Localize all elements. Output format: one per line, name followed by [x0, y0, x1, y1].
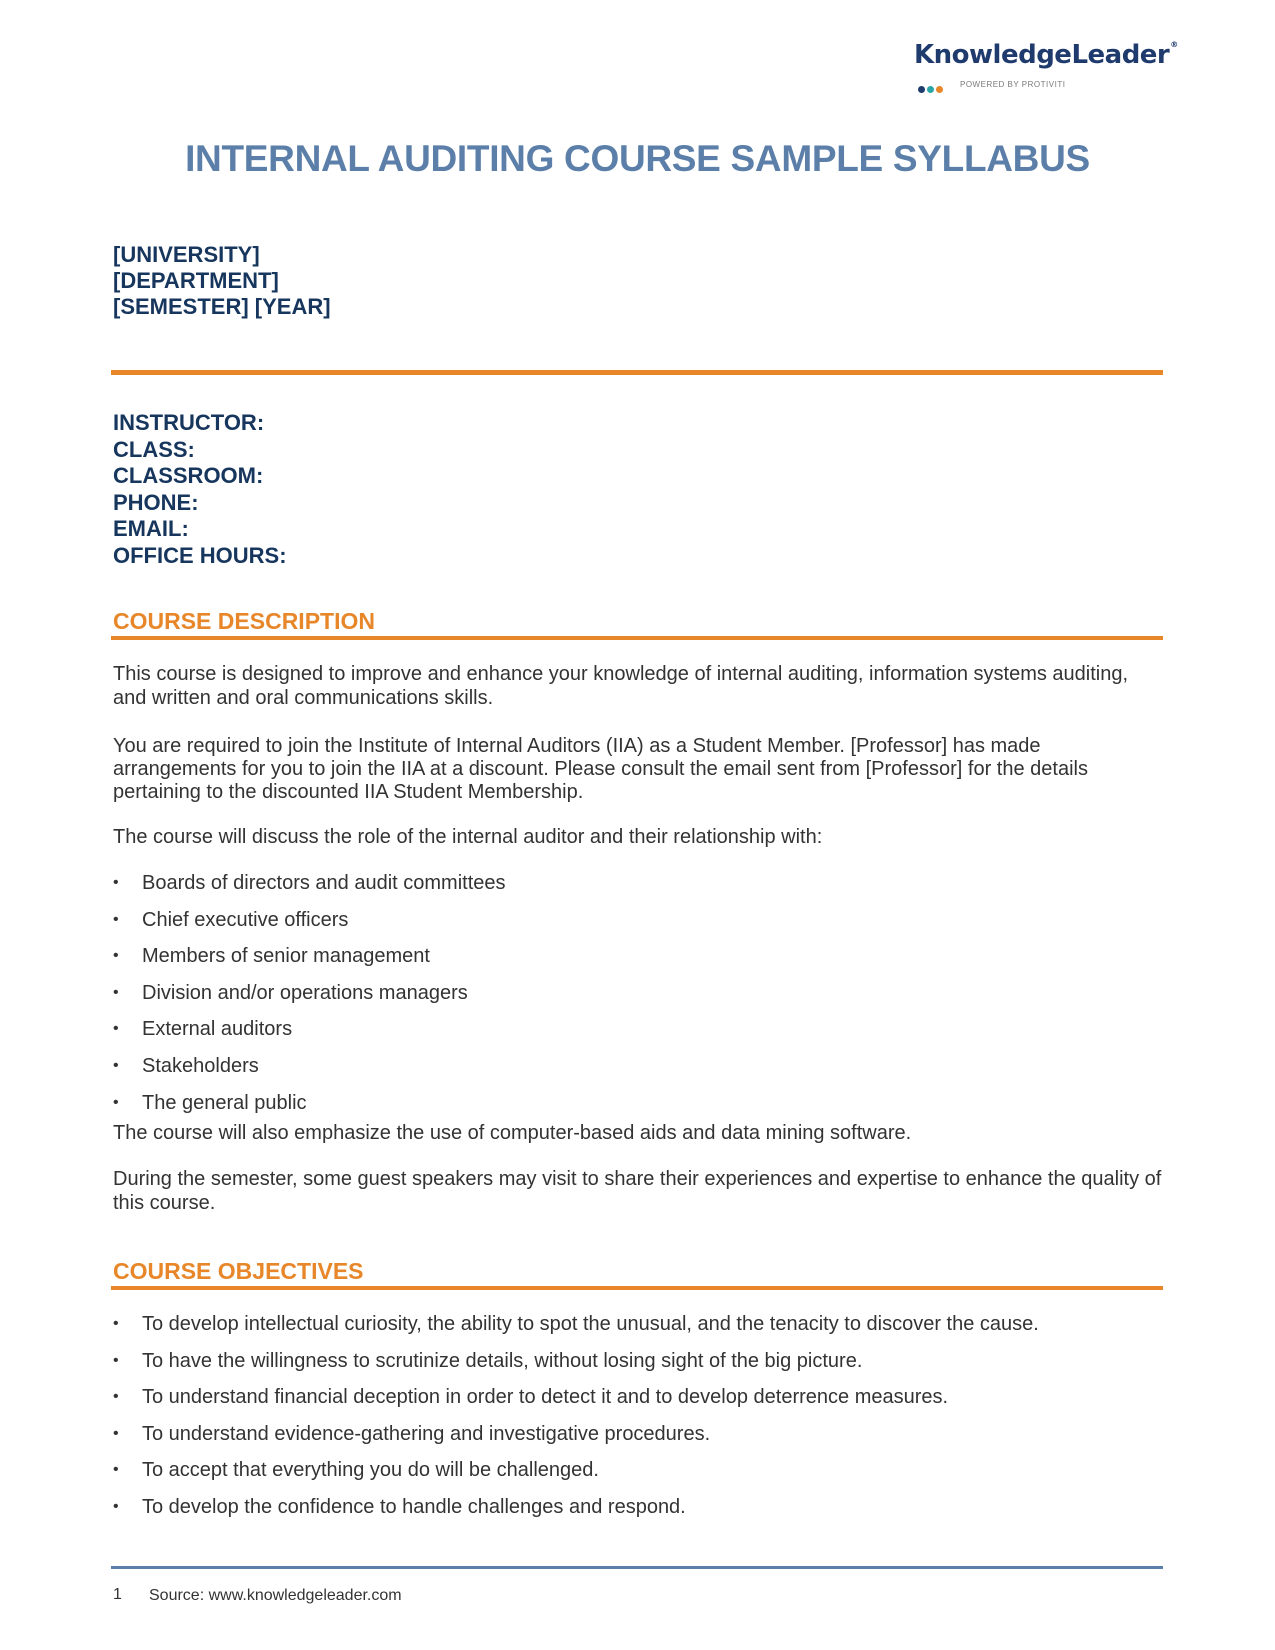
list-item: • To have the willingness to scrutinize details, without losing sight of the big picture.: [113, 1349, 863, 1372]
bullet-icon: •: [113, 1093, 119, 1111]
list-item: • Chief executive officers: [113, 908, 349, 931]
bullet-icon: •: [113, 1315, 119, 1332]
description-paragraph-1: This course is designed to improve and enhance your knowledge of internal auditing, information systems auditing, and written and oral communications skills.: [113, 663, 1129, 709]
class-label: CLASS:: [113, 436, 195, 462]
description-paragraph-3: The course will discuss the role of the internal auditor and their relationship with:: [113, 826, 823, 848]
page-title: INTERNAL AUDITING COURSE SAMPLE SYLLABUS: [185, 138, 1090, 179]
list-item: • To accept that everything you do will be challenged.: [113, 1459, 599, 1482]
bullet-icon: •: [113, 1497, 119, 1515]
header-block: [113, 242, 331, 320]
relationship-list: [113, 871, 1163, 1127]
list-item: • To understand financial deception in order to detect it and to develop deterrence measures.: [113, 1386, 949, 1409]
list-item: • Division and/or operations managers: [113, 981, 468, 1004]
bullet-icon: •: [113, 1461, 119, 1479]
course-description-heading: COURSE DESCRIPTION: [113, 608, 375, 634]
course-objectives-divider: [111, 1286, 1163, 1290]
objectives-list: [113, 1312, 1163, 1532]
logo-dots-icon: [918, 80, 945, 98]
bullet-icon: •: [113, 874, 119, 891]
bullet-icon: •: [113, 1424, 119, 1442]
list-item: • To develop intellectual curiosity, the ability to spot the unusual, and the tenacity to discover the cause.: [113, 1313, 1039, 1335]
bullet-icon: •: [113, 1056, 119, 1074]
description-paragraph-4: The course will also emphasize the use of computer-based aids and data mining software.: [113, 1122, 912, 1144]
phone-label: PHONE:: [113, 489, 199, 515]
instructor-label: INSTRUCTOR:: [113, 410, 265, 435]
logo-dot-teal: [927, 86, 934, 93]
course-description-divider: [111, 636, 1163, 640]
list-item: • Members of senior management: [113, 945, 430, 968]
logo-dot-navy: [918, 86, 925, 93]
list-item: • Stakeholders: [113, 1054, 259, 1077]
office-hours-label: OFFICE HOURS:: [113, 542, 287, 568]
university-placeholder: [UNIVERSITY]: [113, 242, 260, 267]
department-placeholder: [DEPARTMENT]: [113, 268, 279, 293]
bullet-icon: •: [113, 947, 119, 965]
semester-year-placeholder: [SEMESTER] [YEAR]: [113, 294, 331, 319]
classroom-label: CLASSROOM:: [113, 463, 264, 488]
logo-dot-orange: [936, 86, 943, 93]
list-item: • Boards of directors and audit committees: [113, 872, 506, 894]
list-item: • To develop the confidence to handle challenges and respond.: [113, 1495, 686, 1518]
bullet-icon: •: [113, 1351, 119, 1369]
description-paragraph-2: You are required to join the Institute of Internal Auditors (IIA) as a Student Member. [Professor] has made arrangements for you to join the IIA at a discount. Please consult the email sent from [Professor] for the details pertaining to the discounted IIA Student Membership.: [113, 735, 1088, 803]
bullet-icon: •: [113, 1020, 119, 1038]
logo-wordmark: KnowledgeLeader®: [914, 40, 1178, 70]
list-item: • External auditors: [113, 1018, 293, 1041]
email-label: EMAIL:: [113, 516, 189, 541]
bullet-icon: •: [113, 983, 119, 1001]
source-citation: Source: www.knowledgeleader.com: [149, 1587, 402, 1604]
bullet-icon: •: [113, 910, 119, 928]
footer-divider: [111, 1566, 1163, 1569]
bullet-icon: •: [113, 1388, 119, 1406]
logo-tagline: POWERED BY PROTIVITI: [960, 80, 1066, 89]
description-paragraph-5: During the semester, some guest speakers may visit to share their experiences and expertise to enhance the quality of this course.: [113, 1168, 1162, 1214]
list-item: • To understand evidence-gathering and investigative procedures.: [113, 1422, 711, 1445]
course-objectives-heading: COURSE OBJECTIVES: [113, 1258, 364, 1284]
list-item: • The general public: [113, 1091, 307, 1114]
registered-mark: ®: [1170, 40, 1178, 49]
header-divider: [111, 370, 1163, 375]
course-info-block: [113, 410, 287, 569]
page-number: 1: [113, 1586, 122, 1603]
